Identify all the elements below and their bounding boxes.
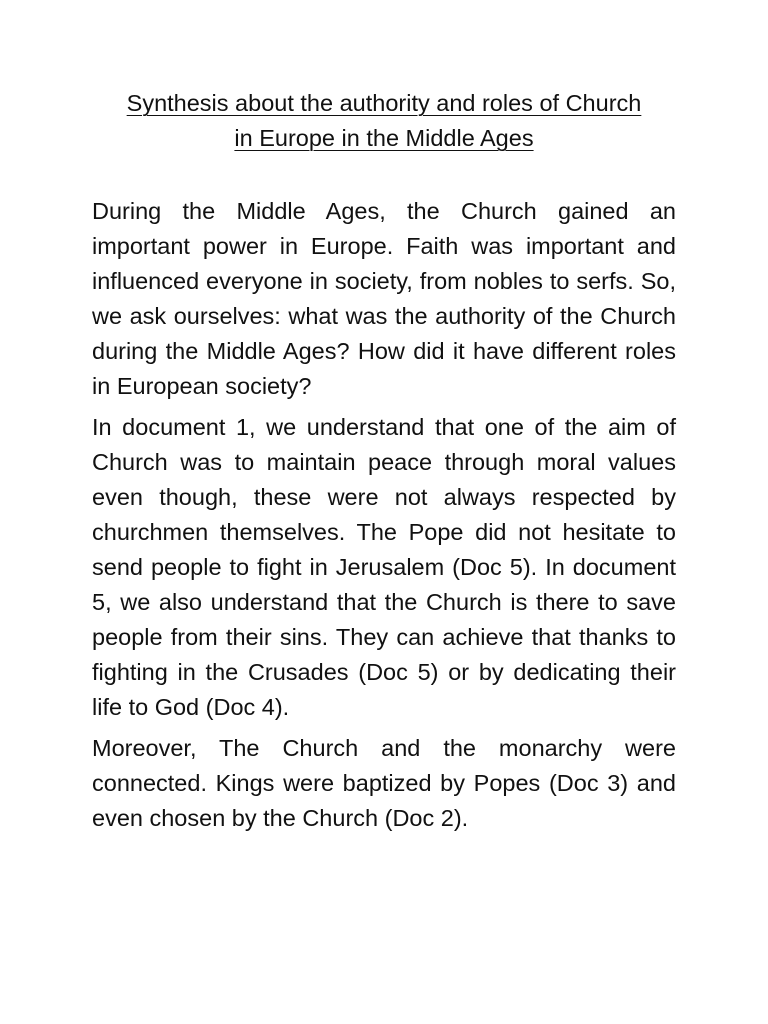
title-line-1: Synthesis about the authority and roles of Church	[126, 90, 642, 116]
paragraph-church-and-monarchy: Moreover, The Church and the monarchy were connected. Kings were baptized by Popes (Doc 3) and even chosen by the Church (Doc 2).	[92, 735, 676, 831]
paragraph-introduction: During the Middle Ages, the Church gained an important power in Europe. Faith was important and influenced everyone in society, from nobles to serfs. So, we ask ourselves: what was the authority of the Church during the Middle Ages? How did it have different roles in European society?	[92, 198, 676, 399]
document-title	[92, 86, 676, 156]
title-line-2: in Europe in the Middle Ages	[234, 125, 534, 151]
paragraph-roles-of-church: In document 1, we understand that one of the aim of Church was to maintain peace through moral values even though, these were not always respected by churchmen themselves. The Pope did not hesitate to send people to fight in Jerusalem (Doc 5). In document 5, we also understand that the Church is there to save people from their sins. They can achieve that thanks to fighting in the Crusades (Doc 5) or by dedicating their life to God (Doc 4).	[92, 414, 676, 720]
document-body	[92, 194, 676, 836]
